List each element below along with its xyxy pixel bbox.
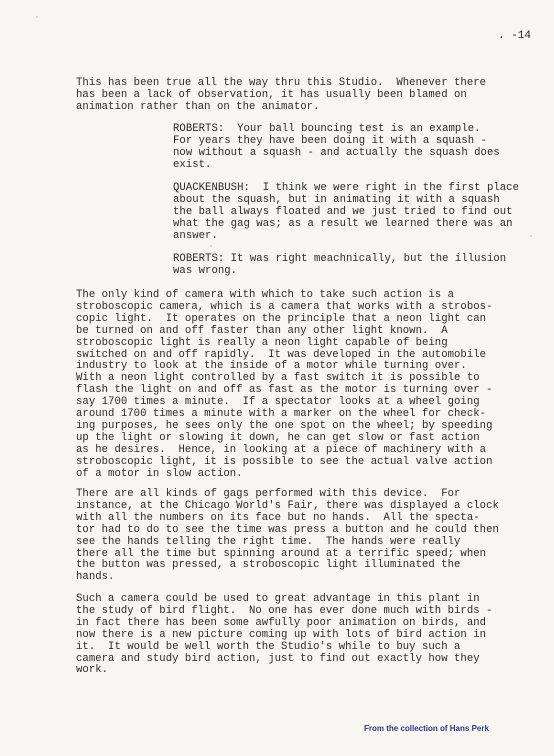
paragraph-gags: There are all kinds of gags performed with this device. For instance, at the Chicago World's Fair, there was displayed a clock with all the numbers on its face but no hands. All the specta- tor had to do to see the time was press a button and he could then see the hands telling the right time. The hands were really there all the time but spinning around at a terrific speed; when the button was pressed, a stroboscopic light illuminated the hands. xyxy=(76,488,499,584)
dialogue-quackenbush: QUACKENBUSH: I think we were right in the first place about the squash, but in animating it with a squash the ball always floated and we just tried to find out what the gag was; as a result we learned there was an answer. xyxy=(173,182,519,242)
paper-speck xyxy=(530,235,532,237)
collection-credit: From the collection of Hans Perk xyxy=(364,724,489,733)
paper-speck xyxy=(210,245,212,247)
paragraph-stroboscopic-camera: The only kind of camera with which to take such action is a stroboscopic camera, which is a camera that works with a strobos- copic light. It operates on the principle that a neon light can be turned on and off faster than any other light known. A stroboscopic light is really a neon light capable of being switched on and off rapidly. It was developed in the automobile industry to look at the inside of a motor while turning over. With a neon light controlled by a fast switch it is possible to flash the light on and off as fast as the motor is turning over - say 1700 times a minute. If a spectator looks at a wheel going around 1700 times a minute with a marker on the wheel for check- ing purposes, he sees only the one spot on the wheel; by speeding up the light or slowing it down, he can get slow or fast action as he desires. Hence, in looking at a piece of machinery with a stroboscopic light, it is possible to see the actual valve action of a motor in slow action. xyxy=(76,289,493,480)
paragraph-bird-flight: Such a camera could be used to great advantage in this plant in the study of bird flight. No one has ever done much with birds - in fact there has been some awfully poor animation on birds, and now there is a new picture coming up with lots of bird action in it. It would be well worth the Studio's while to buy such a camera and study bird action, just to find out exactly how they work. xyxy=(76,593,493,677)
page-number: . -14 xyxy=(498,30,532,42)
paper-speck xyxy=(36,16,38,18)
paragraph-intro: This has been true all the way thru this Studio. Whenever there has been a lack of observation, it has usually been blamed on animation rather than on the animator. xyxy=(76,77,487,113)
dialogue-roberts-1: ROBERTS: Your ball bouncing test is an example. For years they have been doing it with a squash - now without a squash - and actually the squash does exist. xyxy=(173,123,500,171)
dialogue-roberts-2: ROBERTS: It was right meachnically, but the illusion was wrong. xyxy=(173,253,507,277)
